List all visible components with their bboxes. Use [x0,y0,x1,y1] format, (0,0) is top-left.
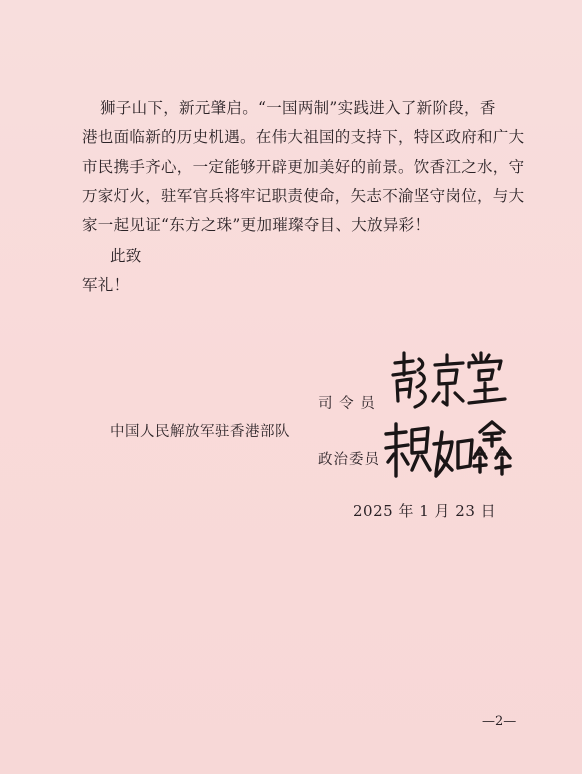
page-number: —2— [482,714,517,729]
commissar-title: 政治委员 [318,452,380,468]
commissar-signature [380,418,515,488]
body-line-1: 狮子山下，新元肇启。“一国两制”实践进入了新阶段，香 [100,99,496,117]
letter-date: 2025 年 1 月 23 日 [353,502,497,520]
unit-name: 中国人民解放军驻香港部队 [110,424,290,440]
body-line-3: 市民携手齐心，一定能够开辟更加美好的前景。饮香江之水，守 [82,158,525,176]
closing-salutation: 此致 [110,247,142,265]
closing-greeting: 军礼！ [82,276,130,294]
commander-title: 司 令 员 [318,396,376,412]
body-line-5: 家一起见证“东方之珠”更加璀璨夺目、大放异彩！ [82,216,431,234]
body-line-4: 万家灯火，驻军官兵将牢记职责使命，矢志不渝坚守岗位，与大 [82,187,525,205]
commander-signature [385,345,515,415]
body-line-2: 港也面临新的历史机遇。在伟大祖国的支持下，特区政府和广大 [82,128,525,146]
